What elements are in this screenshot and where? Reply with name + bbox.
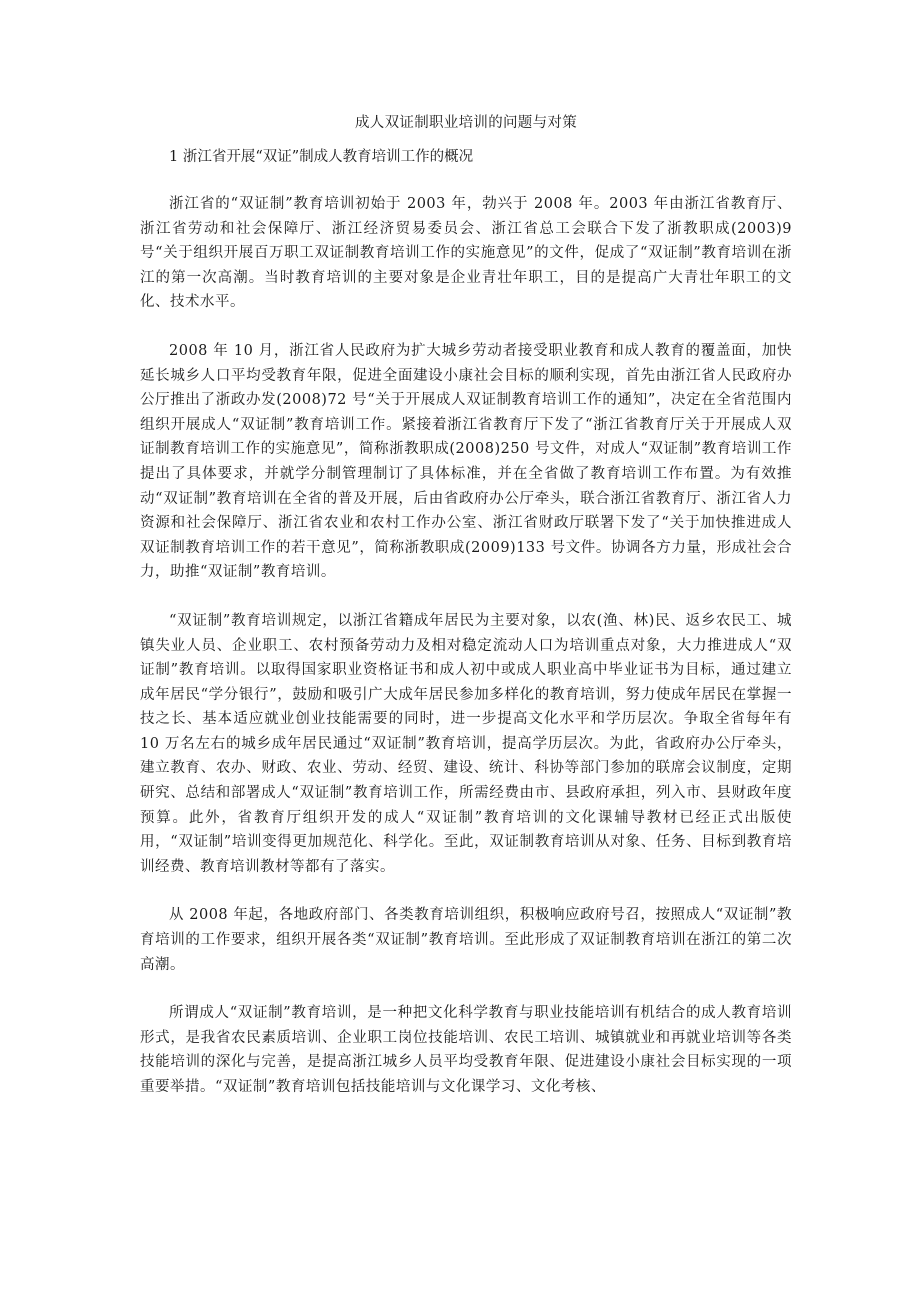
paragraph: 所谓成人“双证制”教育培训，是一种把文化科学教育与职业技能培训有机结合的成人教育培训形式，是我省农民素质培训、企业职工岗位技能培训、农民工培训、城镇就业和再就业培训等各类技能培训的深化与完善，是提高浙江城乡人员平均受教育年限、促进建设小康社会目标实现的一项重要举措。“双证制”教育培训包括技能培训与文化课学习、文化考核、 [140,1005,792,1095]
document-title: 成人双证制职业培训的问题与对策 [355,115,577,131]
document-body [140,112,792,1124]
paragraph: 2008 年 10 月，浙江省人民政府为扩大城乡劳动者接受职业教育和成人教育的覆盖面，加快延长城乡人口平均受教育年限，促进全面建设小康社会目标的顺利实现，首先由浙江省人民政府办公厅推出了浙政办发(2008)72 号“关于开展成人双证制教育培训工作的通知”，决定在全省范围内组织开展成人“双证制”教育培训工作。紧接着浙江省教育厅下发了“浙江省教育厅关于开展成人双证制教育培训工作的实施意见”，简称浙教职成(2008)250 号文件，对成人“双证制”教育培训工作提出了具体要求，并就学分制管理制订了具体标准，并在全省做了教育培训工作布置。为有效推动“双证制”教育培训在全省的普及开展，后由省政府办公厅牵头，联合浙江省教育厅、浙江省人力资源和社会保障厅、浙江省农业和农村工作办公室、浙江省财政厅联署下发了“关于加快推进成人双证制教育培训工作的若干意见”，简称浙教职成(2009)133 号文件。协调各方力量，形成社会合力，助推“双证制”教育培训。 [140,342,792,581]
section-heading: 1 浙江省开展“双证”制成人教育培训工作的概况 [169,149,474,165]
paragraph: 从 2008 年起，各地政府部门、各类教育培训组织，积极响应政府号召，按照成人“双证制”教育培训的工作要求，组织开展各类“双证制”教育培训。至此形成了双证制教育培训在浙江的第二次高潮。 [140,907,792,973]
paragraph: “双证制”教育培训规定，以浙江省籍成年居民为主要对象，以农(渔、林)民、返乡农民工、城镇失业人员、企业职工、农村预备劳动力及相对稳定流动人口为培训重点对象，大力推进成人“双证制”教育培训。以取得国家职业资格证书和成人初中或成人职业高中毕业证书为目标，通过建立成年居民“学分银行”，鼓励和吸引广大成年居民参加多样化的教育培训，努力使成年居民在掌握一技之长、基本适应就业创业技能需要的同时，进一步提高文化水平和学历层次。争取全省每年有 10 万名左右的城乡成年居民通过“双证制”教育培训，提高学历层次。为此，省政府办公厅牵头，建立教育、农办、财政、农业、劳动、经贸、建设、统计、科协等部门参加的联席会议制度，定期研究、总结和部署成人“双证制”教育培训工作，所需经费由市、县政府承担，列入市、县财政年度预算。此外，省教育厅组织开发的成人“双证制”教育培训的文化课辅导教材已经正式出版使用，“双证制”培训变得更加规范化、科学化。至此，双证制教育培训从对象、任务、目标到教育培训经费、教育培训教材等都有了落实。 [140,612,792,875]
paragraph: 浙江省的“双证制”教育培训初始于 2003 年，勃兴于 2008 年。2003 年由浙江省教育厅、浙江省劳动和社会保障厅、浙江经济贸易委员会、浙江省总工会联合下发了浙教职成(2003)9 号“关于组织开展百万职工双证制教育培训工作的实施意见”的文件，促成了“双证制”教育培训在浙江的第一次高潮。当时教育培训的主要对象是企业青壮年职工，目的是提高广大青壮年职工的文化、技术水平。 [140,196,792,311]
